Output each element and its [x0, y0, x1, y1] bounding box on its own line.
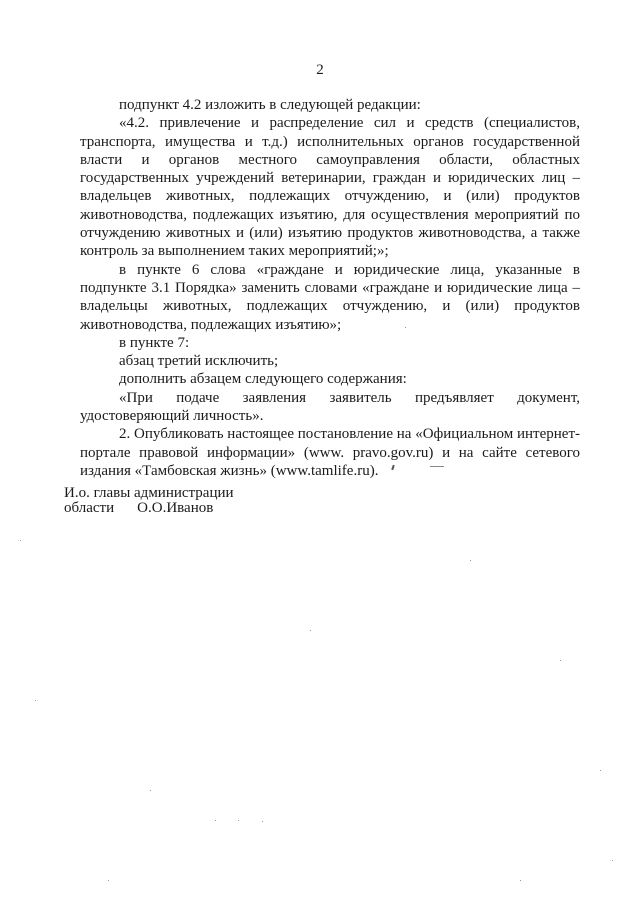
- scan-speck: [600, 770, 601, 771]
- scan-speck: [560, 660, 561, 661]
- paragraph-point-7: в пункте 7:: [119, 334, 190, 351]
- document-body: [80, 96, 580, 480]
- paragraph-publish: 2. Опубликовать настоящее постановление на «Официальном интернет-портале правовой информации» (www. pravo.gov.ru) и на сайте сетевого издания «Тамбовская жизнь» (www.tamlife.ru).: [80, 426, 580, 479]
- signature-title-line1: [64, 486, 234, 501]
- scan-speck: [470, 560, 471, 561]
- paragraph-abzac-3: абзац третий исключить;: [119, 353, 279, 370]
- page-number: 2: [316, 62, 324, 78]
- paragraph-point-6: в пункте 6 слова «граждане и юридические лица, указанные в подпункте 3.1 Порядка» заменить словами «граждане и юридические лица – владельцы животных, подлежащих отчуждению, и (или) продуктов животноводства, подлежащих изъятию»;: [80, 261, 580, 333]
- signature-title: И.о. главы администрации: [64, 485, 234, 501]
- scan-speck: [262, 821, 263, 822]
- scan-speck: [310, 630, 311, 631]
- scan-speck: [35, 700, 36, 701]
- paragraph-subpoint-4-2-intro: подпункт 4.2 изложить в следующей редакции:: [119, 97, 421, 113]
- signatory-name: О.О.Иванов: [137, 500, 214, 516]
- scan-speck: [215, 820, 216, 821]
- scan-speck: [20, 540, 21, 541]
- signature-block: [64, 486, 234, 516]
- scan-speck: [520, 880, 521, 881]
- scan-speck: [108, 880, 109, 881]
- pen-mark: [430, 466, 444, 467]
- scan-speck: [612, 860, 613, 861]
- scan-speck: [238, 820, 239, 821]
- paragraph-new-abzac-text: «При подаче заявления заявитель предъявляет документ, удостоверяющий личность».: [80, 389, 580, 425]
- scan-speck: [150, 790, 151, 791]
- paragraph-subpoint-4-2-text: «4.2. привлечение и распределение сил и средств (специалистов, транспорта, имущества и т.д.) исполнительных органов государственной власти и органов местного самоуправления области, областных государственных учреждений ветеринарии, граждан и юридических лиц – владельцев животных, подлежащих отчуждению, и (или) продуктов животноводства, подлежащих изъятию, для осуществления мероприятий по отчуждению животных и (или) изъятию продуктов животноводства, а также контроль за выполнением таких мероприятий;»;: [80, 115, 580, 260]
- paragraph-add-abzac: дополнить абзацем следующего содержания:: [119, 371, 407, 388]
- signature-region: области: [64, 500, 115, 516]
- scan-speck: [405, 327, 406, 328]
- signature-title-line2: [64, 501, 234, 516]
